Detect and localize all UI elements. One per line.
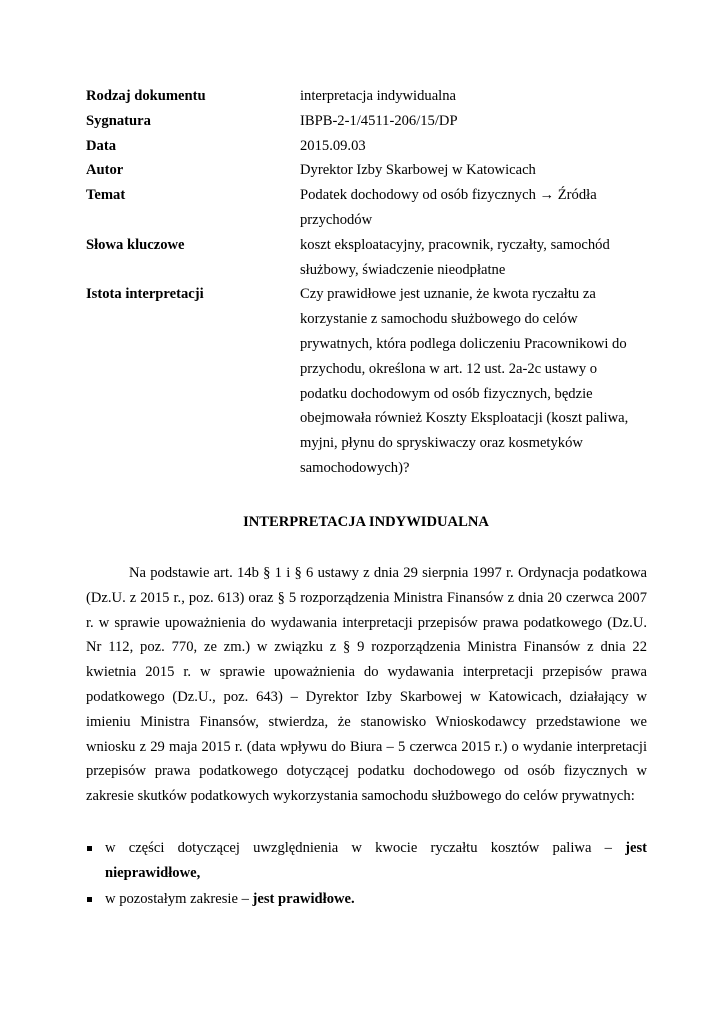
metadata-value: Podatek dochodowy od osób fizycznych → Źródła przychodów — [300, 187, 597, 228]
list-item-verdict: jest prawidłowe. — [252, 890, 355, 907]
metadata-row-type — [86, 84, 646, 109]
metadata-value: IBPB-2-1/4511-206/15/DP — [300, 112, 458, 129]
metadata-row-date — [86, 134, 646, 159]
metadata-row-topic — [86, 183, 646, 233]
metadata-row-signature — [86, 109, 646, 134]
metadata-label: Istota interpretacji — [86, 286, 204, 303]
metadata-value: Dyrektor Izby Skarbowej w Katowicach — [300, 162, 536, 179]
metadata-value: interpretacja indywidualna — [300, 88, 457, 104]
metadata-label: Autor — [86, 162, 124, 179]
section-heading: INTERPRETACJA INDYWIDUALNA — [243, 514, 489, 530]
list-item-text: w pozostałym zakresie – — [105, 890, 253, 907]
metadata-value: 2015.09.03 — [300, 137, 366, 154]
square-bullet-icon — [87, 897, 92, 902]
square-bullet-icon — [87, 846, 92, 851]
metadata-row-keywords — [86, 233, 646, 283]
list-item — [86, 887, 647, 912]
list-item-text: w części dotyczącej uwzględnienia w kwocie ryczałtu kosztów paliwa – — [105, 840, 626, 856]
metadata-row-essence — [86, 282, 646, 480]
metadata-value: Czy prawidłowe jest uznanie, że kwota ryczałtu za korzystanie z samochodu służbowego do celów prywatnych, która podlega doliczeniu Pracownikowi do przychodu, określona w art. 12 ust. 2a-2c ustawy o podatku dochodowym od osób fizycznych, będzie obejmowała również Koszty Eksploatacji (koszt paliwa, myjni, płynu do spryskiwaczy oraz kosmetyków samochodowych)? — [300, 286, 629, 476]
metadata-label: Rodzaj dokumentu — [86, 88, 206, 104]
list-item-verdict: jest nieprawidłowe, — [105, 840, 647, 882]
metadata-label: Temat — [86, 187, 126, 204]
conclusion-list — [86, 836, 647, 912]
metadata-label: Data — [86, 137, 116, 154]
metadata-row-author — [86, 158, 646, 183]
body-paragraph: Na podstawie art. 14b § 1 i § 6 ustawy z dnia 29 sierpnia 1997 r. Ordynacja podatkowa (Dz.U. z 2015 r., poz. 613) oraz § 5 rozporządzenia Ministra Finansów z dnia 20 czerwca 2007 r. w sprawie upoważnienia do wydawania interpretacji przepisów prawa podatkowego (Dz.U. Nr 112, poz. 770, ze zm.) w związku z § 9 rozporządzenia Ministra Finansów z dnia 22 kwietnia 2015 r. w sprawie upoważnienia do wydawania interpretacji przepisów prawa podatkowego (Dz.U., poz. 643) – Dyrektor Izby Skarbowej w Katowicach, działający w imieniu Ministra Finansów, stwierdza, że stanowisko Wnioskodawcy przedstawione we wniosku z 29 maja 2015 r. (data wpływu do Biura – 5 czerwca 2015 r.) o wydanie interpretacji przepisów prawa podatkowego dotyczącej podatku dochodowego od osób fizycznych w zakresie skutków podatkowych wykorzystania samochodu służbowego do celów prywatnych: — [86, 565, 647, 805]
metadata-table — [86, 84, 646, 481]
metadata-value: koszt eksploatacyjny, pracownik, ryczałty, samochód służbowy, świadczenie nieodpłatne — [300, 236, 610, 278]
list-item — [86, 836, 647, 887]
metadata-label: Słowa kluczowe — [86, 236, 185, 253]
metadata-label: Sygnatura — [86, 112, 151, 129]
